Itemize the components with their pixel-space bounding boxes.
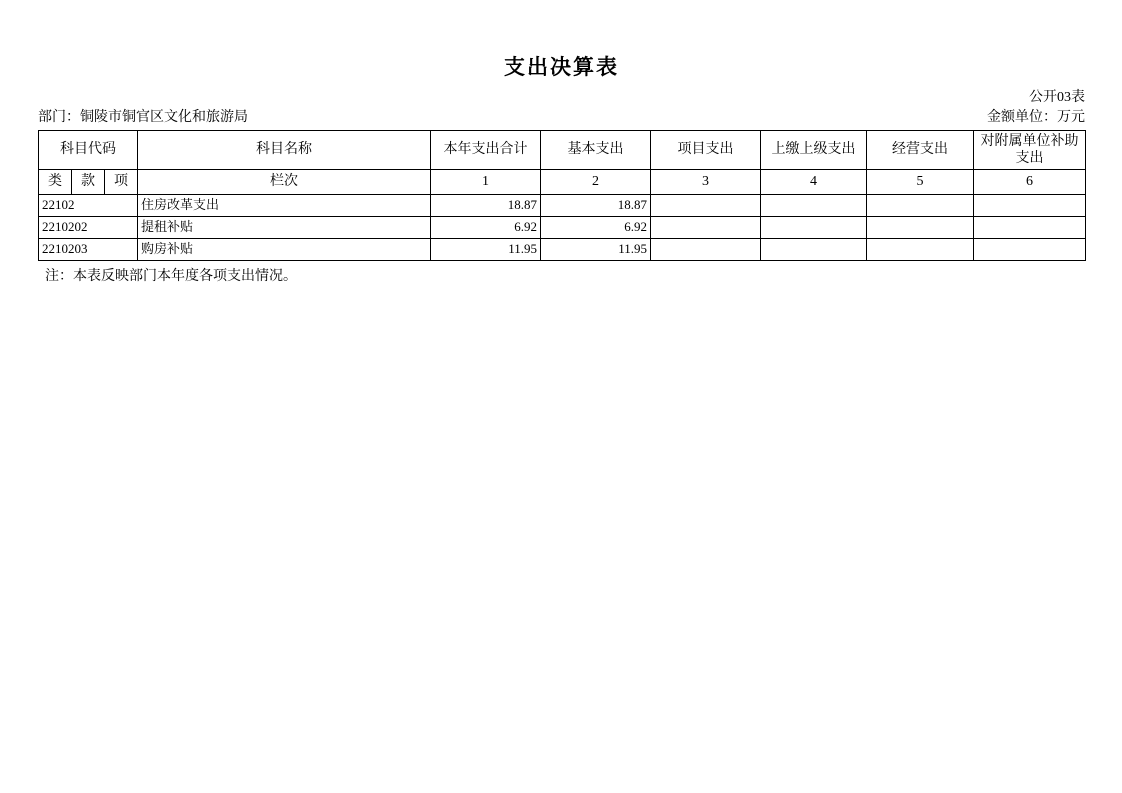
total-value-cell: 18.87 — [431, 195, 541, 217]
header-col-num-5: 5 — [867, 170, 974, 195]
header-col-total: 本年支出合计 — [431, 131, 541, 170]
subject-code-cell: 2210202 — [39, 217, 138, 239]
upper-value-cell — [761, 239, 867, 261]
header-col-basic: 基本支出 — [541, 131, 651, 170]
header-subject-code: 科目代码 — [39, 131, 138, 170]
total-value-cell: 6.92 — [431, 217, 541, 239]
upper-value-cell — [761, 195, 867, 217]
meta-row — [38, 109, 1085, 126]
header-col-project: 项目支出 — [651, 131, 761, 170]
subject-name-cell: 住房改革支出 — [138, 195, 431, 217]
upper-value-cell — [761, 217, 867, 239]
table-row — [39, 217, 1086, 239]
page-title: 支出决算表 — [504, 56, 619, 79]
header-sub-rank: 栏次 — [138, 170, 431, 195]
header-col-operating: 经营支出 — [867, 131, 974, 170]
basic-value-cell: 11.95 — [541, 239, 651, 261]
header-row-1 — [39, 131, 1086, 170]
operating-value-cell — [867, 239, 974, 261]
header-sub-item: 项 — [105, 170, 138, 195]
basic-value-cell: 18.87 — [541, 195, 651, 217]
project-value-cell — [651, 217, 761, 239]
department-label: 部门：铜陵市铜官区文化和旅游局 — [38, 110, 248, 125]
header-col-num-3: 3 — [651, 170, 761, 195]
form-number: 公开03表 — [1029, 90, 1085, 105]
note-text: 注：本表反映部门本年度各项支出情况。 — [45, 269, 297, 284]
project-value-cell — [651, 195, 761, 217]
header-col-subsidy: 对附属单位补助支出 — [974, 131, 1086, 170]
header-col-num-4: 4 — [761, 170, 867, 195]
header-row-2 — [39, 170, 1086, 195]
subject-name-cell: 提租补贴 — [138, 217, 431, 239]
header-subject-name: 科目名称 — [138, 131, 431, 170]
header-sub-class: 类 — [39, 170, 72, 195]
subject-code-cell: 2210203 — [39, 239, 138, 261]
total-value-cell: 11.95 — [431, 239, 541, 261]
subsidy-value-cell — [974, 239, 1086, 261]
expenditure-table — [38, 130, 1086, 261]
table-row — [39, 195, 1086, 217]
header-col-num-6: 6 — [974, 170, 1086, 195]
unit-label: 金额单位：万元 — [987, 110, 1085, 125]
header-col-num-1: 1 — [431, 170, 541, 195]
table-row — [39, 239, 1086, 261]
subject-name-cell: 购房补贴 — [138, 239, 431, 261]
header-col-upper: 上缴上级支出 — [761, 131, 867, 170]
operating-value-cell — [867, 217, 974, 239]
subject-code-cell: 22102 — [39, 195, 138, 217]
subsidy-value-cell — [974, 195, 1086, 217]
basic-value-cell: 6.92 — [541, 217, 651, 239]
subsidy-value-cell — [974, 217, 1086, 239]
operating-value-cell — [867, 195, 974, 217]
header-col-num-2: 2 — [541, 170, 651, 195]
project-value-cell — [651, 239, 761, 261]
header-sub-section: 款 — [72, 170, 105, 195]
